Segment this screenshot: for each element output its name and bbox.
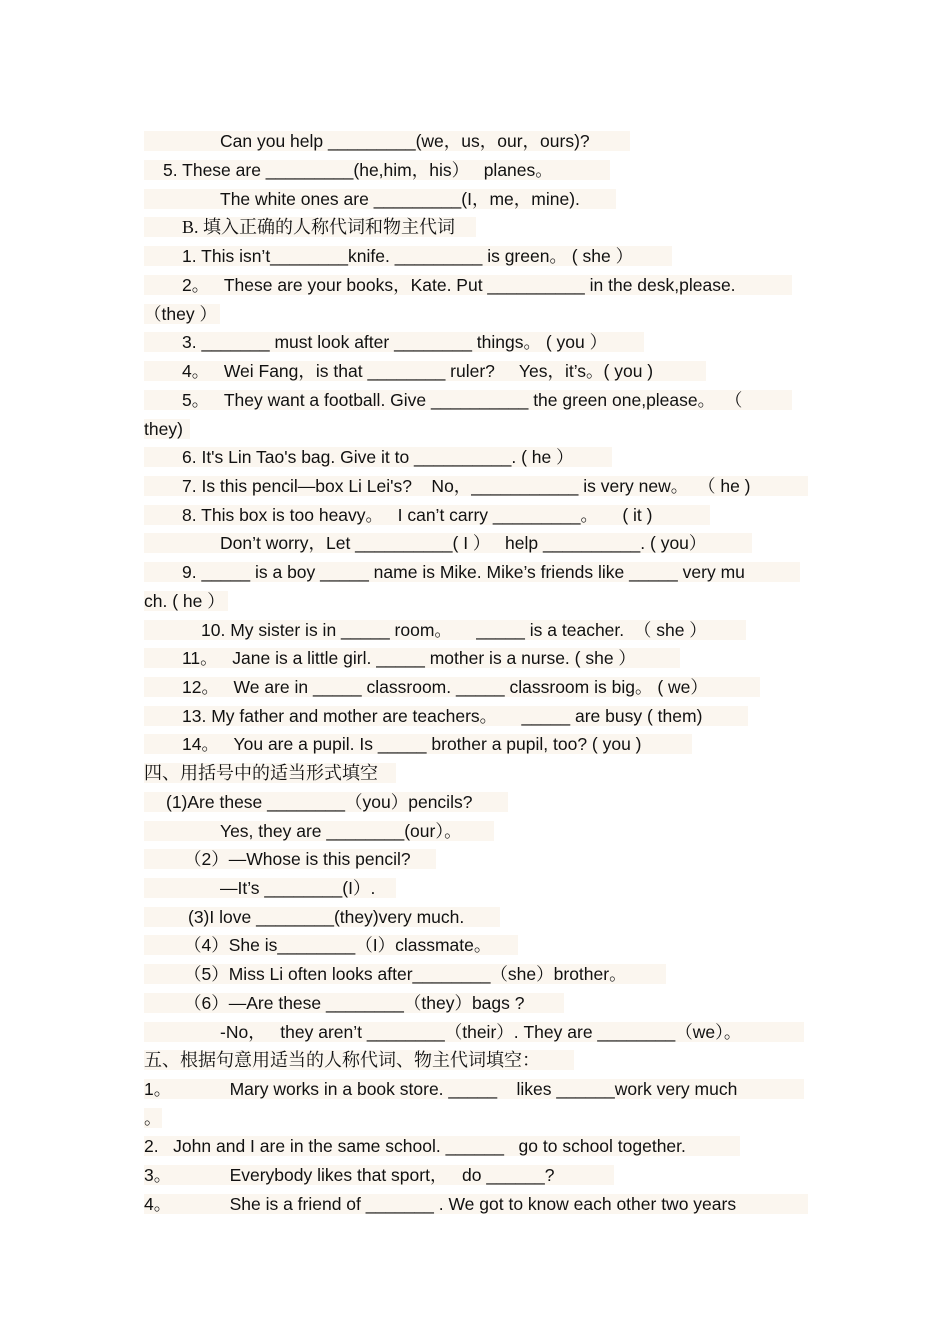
text-line: Can you help _________(we，us，our，ours)? [144, 130, 590, 152]
text-line: 1. This isn’t________knife. _________ is green。 ( she ） [144, 245, 633, 267]
text-line: 5。 They want a football. Give __________ the green one,please。 （ [144, 389, 742, 411]
text-line: （4）She is________（I）classmate。 [144, 934, 491, 956]
section-heading: 四、用括号中的适当形式填空 [144, 762, 378, 784]
text-line: 2。 These are your books，Kate. Put __________ in the desk,please. [144, 274, 736, 296]
text-line: -No， they aren’t ________（their）. They are ________（we）。 [144, 1021, 741, 1043]
section-heading: 五、根据句意用适当的人称代词、物主代词填空： [144, 1049, 540, 1071]
text-line: 10. My sister is in _____ room。 _____ is a teacher. （ she ） [144, 619, 707, 641]
text-line: （6）—Are these ________（they）bags ? [144, 992, 524, 1014]
text-line: 7. Is this pencil—box Li Lei's? No，___________ is very new。 （ he ) [144, 475, 751, 497]
text-line: 11。 Jane is a little girl. _____ mother is a nurse. ( she ） [144, 647, 636, 669]
text-line: 。 [144, 1108, 162, 1128]
text-line: 14。 You are a pupil. Is _____ brother a pupil, too? ( you ) [144, 733, 642, 755]
text-line: (3)I love ________(they)very much. [144, 906, 464, 928]
text-line: The white ones are _________(I，me，mine). [144, 188, 580, 210]
text-line: —It’s ________(I）. [144, 877, 375, 899]
text-line: （5）Miss Li often looks after________（she）brother。 [144, 963, 627, 985]
text-line: 8. This box is too heavy。 I can’t carry _________。 ( it ) [144, 504, 652, 526]
text-line: （2）—Whose is this pencil? [144, 848, 411, 870]
text-line: 12。 We are in _____ classroom. _____ classroom is big。 ( we） [144, 676, 708, 698]
text-line: 4。 Wei Fang，is that ________ ruler? Yes，it’s。( you ) [144, 360, 653, 382]
text-line: 9. _____ is a boy _____ name is Mike. Mike’s friends like _____ very mu [144, 561, 745, 583]
text-line: 4。 She is a friend of _______ . We got to know each other two years [144, 1193, 736, 1215]
text-line: 1。 Mary works in a book store. _____ likes ______work very much [144, 1078, 737, 1100]
text-line: Yes, they are ________(our）。 [144, 820, 462, 842]
text-line: 2. John and I are in the same school. ______ go to school together. [144, 1135, 686, 1157]
section-subheading: B. 填入正确的人称代词和物主代词 [144, 216, 455, 238]
text-line: Don’t worry，Let __________( I ） help __________. ( you） [144, 532, 706, 554]
text-line: （they ） [144, 303, 217, 325]
text-line: (1)Are these ________（you）pencils? [144, 791, 472, 813]
text-line: 13. My father and mother are teachers。 _____ are busy ( them) [144, 705, 702, 727]
text-line: ch. ( he ） [144, 590, 225, 612]
text-line: 3。 Everybody likes that sport， do ______? [144, 1164, 555, 1186]
text-line: they) [144, 418, 183, 440]
text-line: 5. These are _________(he,him，his） planes。 [144, 159, 553, 181]
text-line: 6. It's Lin Tao's bag. Give it to __________. ( he ） [144, 446, 574, 468]
text-line: 3. _______ must look after ________ things。 ( you ） [144, 331, 607, 353]
